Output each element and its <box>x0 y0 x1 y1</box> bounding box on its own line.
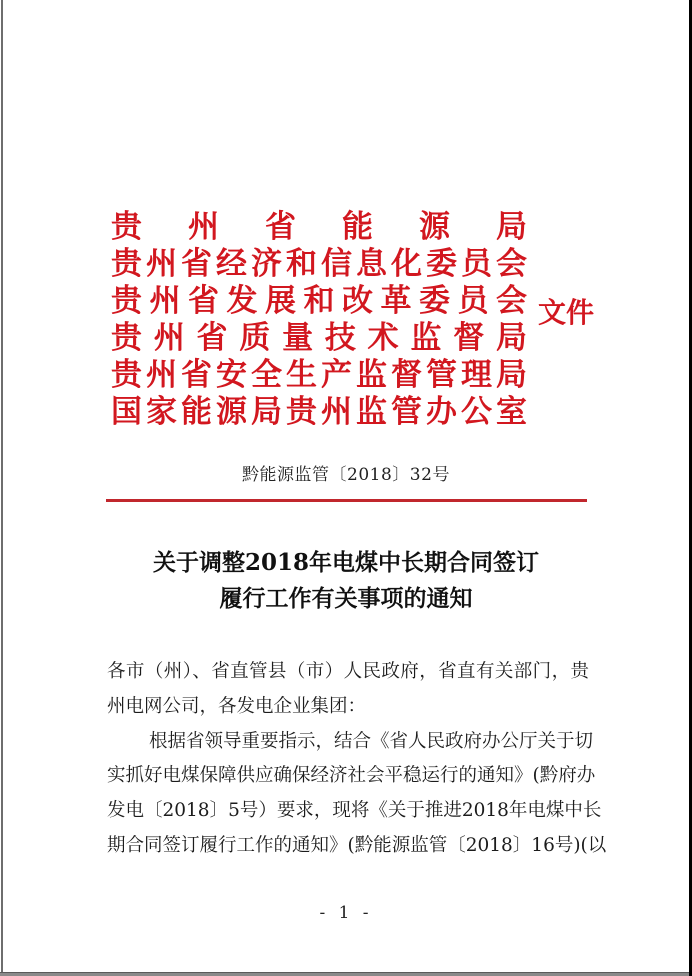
document-title-line-1: 关于调整2018年电煤中长期合同签订 <box>152 549 539 576</box>
issuer-line: 国家能源局贵州监管办公室 <box>111 394 527 430</box>
body-line: 根据省领导重要指示，结合《省人民政府办公厅关于切 <box>149 730 594 752</box>
issuer-line: 贵州省发展和改革委员会 <box>111 283 527 319</box>
document-number: 黔能源监管〔2018〕32号 <box>242 465 450 485</box>
red-divider-rule <box>106 499 587 502</box>
body-line: 实抓好电煤保障供应确保经济社会平稳运行的通知》(黔府办 <box>107 765 596 787</box>
page-left-edge <box>1 0 3 972</box>
issuing-authorities-header <box>111 209 531 431</box>
issuer-line: 贵 州 省 能 源 局 <box>111 209 527 245</box>
document-title-line-2: 履行工作有关事项的通知 <box>219 585 473 612</box>
body-line: 期合同签订履行工作的通知》(黔能源监管〔2018〕16号)(以 <box>107 834 607 856</box>
document-body <box>107 655 607 864</box>
page-number: - 1 - <box>319 903 373 923</box>
issuer-line: 贵州省安全生产监督管理局 <box>111 357 527 393</box>
issuer-line: 贵州省质量技术监督局 <box>111 320 527 356</box>
body-line: 各市（州）、省直管县（市）人民政府，省直有关部门，贵 <box>107 661 589 682</box>
body-line: 发电〔2018〕5号）要求，现将《关于推进2018年电煤中长 <box>107 800 602 822</box>
issuer-line: 贵州省经济和信息化委员会 <box>111 246 527 282</box>
document-type-label: 文件 <box>538 296 595 329</box>
body-line: 州电网公司，各发电企业集团： <box>107 695 367 717</box>
